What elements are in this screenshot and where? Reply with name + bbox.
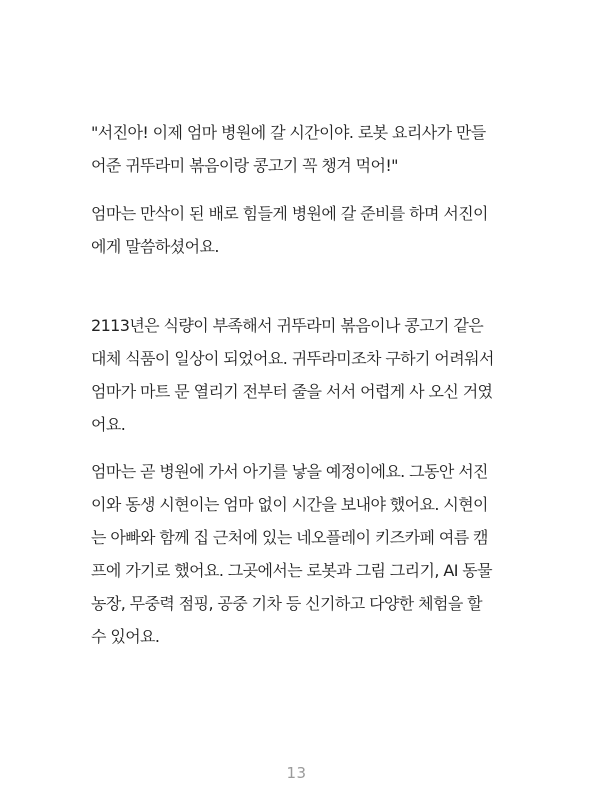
paragraph-1-line-1: "서진아! 이제 엄마 병원에 갈 시간이야. 로봇 요리사가 만들 [91, 123, 486, 142]
paragraph-3-line-1: 2113년은 식량이 부족해서 귀뚜라미 볶음이나 콩고기 같은 [91, 316, 484, 335]
paragraph-2-line-2: 에게 말씀하셨어요. [91, 237, 219, 256]
paragraph-3-line-3: 엄마가 마트 문 열리기 전부터 줄을 서서 어렵게 사 오신 거였 [91, 382, 493, 401]
paragraph-2-line-1: 엄마는 만삭이 된 배로 힘들게 병원에 갈 준비를 하며 서진이 [91, 204, 488, 223]
paragraph-4-line-5: 농장, 무중력 점핑, 공중 기차 등 신기하고 다양한 체험을 할 [91, 594, 483, 613]
paragraph-4-line-1: 엄마는 곧 병원에 가서 아기를 낳을 예정이에요. 그동안 서진 [91, 462, 488, 481]
page-number: 13 [286, 764, 307, 782]
paragraph-3-line-2: 대체 식품이 일상이 되었어요. 귀뚜라미조차 구하기 어려워서 [91, 349, 494, 368]
paragraph-1-line-2: 어준 귀뚜라미 볶음이랑 콩고기 꼭 챙겨 먹어!" [91, 156, 398, 175]
paragraph-3-line-4: 어요. [91, 415, 126, 434]
paragraph-4-line-2: 이와 동생 시현이는 엄마 없이 시간을 보내야 했어요. 시현이 [91, 495, 488, 514]
paragraph-4-line-3: 는 아빠와 함께 집 근처에 있는 네오플레이 키즈카페 여름 캠 [91, 528, 488, 547]
paragraph-4-line-4: 프에 가기로 했어요. 그곳에서는 로봇과 그림 그리기, AI 동물 [91, 561, 493, 580]
paragraph-4-line-6: 수 있어요. [91, 627, 160, 646]
